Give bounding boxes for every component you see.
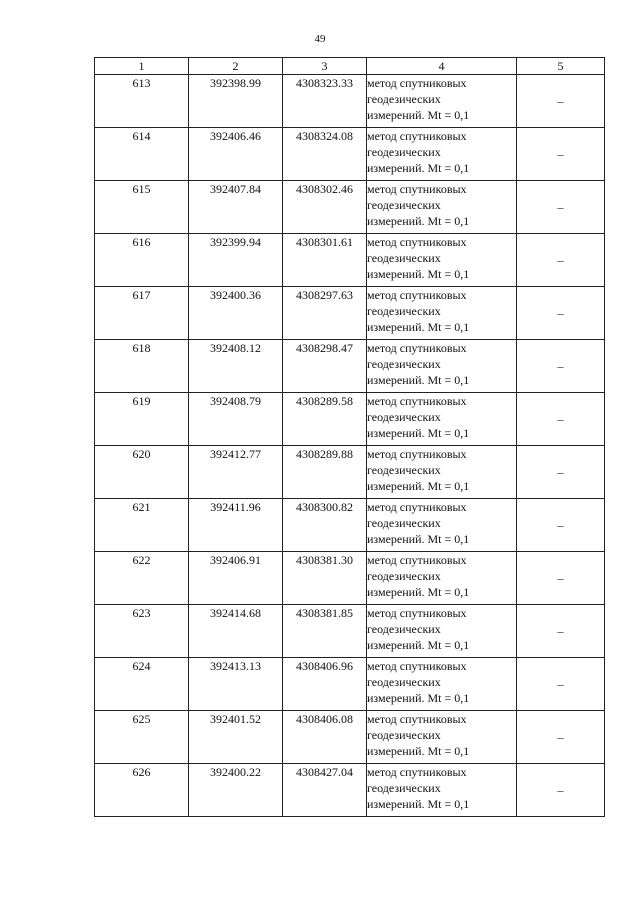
method-text-line: измерений. Mt = 0,1: [367, 691, 470, 705]
table-row: [95, 287, 605, 340]
note-cell: –: [517, 605, 605, 658]
method-cell: [367, 711, 517, 764]
note-cell: –: [517, 128, 605, 181]
method-text-line: метод спутниковых: [367, 341, 467, 355]
note-cell: –: [517, 764, 605, 817]
point-number-cell: 624: [95, 658, 189, 711]
method-text-line: геодезических: [367, 675, 441, 689]
method-text-line: геодезических: [367, 92, 441, 106]
y-coordinate-cell: 4308381.30: [283, 552, 367, 605]
note-cell: –: [517, 181, 605, 234]
method-text-line: измерений. Mt = 0,1: [367, 267, 470, 281]
note-cell: –: [517, 658, 605, 711]
method-text-line: измерений. Mt = 0,1: [367, 585, 470, 599]
point-number-cell: 622: [95, 552, 189, 605]
method-cell: [367, 658, 517, 711]
page-number: 49: [314, 33, 326, 45]
x-coordinate-cell: 392408.12: [189, 340, 283, 393]
point-number-cell: 621: [95, 499, 189, 552]
table-row: [95, 605, 605, 658]
method-text-line: геодезических: [367, 251, 441, 265]
point-number-cell: 615: [95, 181, 189, 234]
table-row: [95, 446, 605, 499]
method-cell: [367, 764, 517, 817]
header-col-4: 4: [367, 58, 517, 75]
note-cell: –: [517, 75, 605, 128]
method-cell: [367, 393, 517, 446]
method-cell: [367, 75, 517, 128]
method-cell: [367, 552, 517, 605]
method-text-line: измерений. Mt = 0,1: [367, 638, 470, 652]
note-cell: –: [517, 711, 605, 764]
method-text-line: геодезических: [367, 145, 441, 159]
method-text-line: метод спутниковых: [367, 712, 467, 726]
point-number-cell: 626: [95, 764, 189, 817]
method-text-line: геодезических: [367, 410, 441, 424]
method-text-line: метод спутниковых: [367, 765, 467, 779]
method-cell: [367, 446, 517, 499]
method-text-line: геодезических: [367, 622, 441, 636]
method-text-line: геодезических: [367, 781, 441, 795]
method-cell: [367, 234, 517, 287]
y-coordinate-cell: 4308381.85: [283, 605, 367, 658]
table-row: [95, 658, 605, 711]
table-row: [95, 181, 605, 234]
method-text-line: метод спутниковых: [367, 288, 467, 302]
y-coordinate-cell: 4308324.08: [283, 128, 367, 181]
y-coordinate-cell: 4308298.47: [283, 340, 367, 393]
table-row: [95, 711, 605, 764]
header-col-5: 5: [517, 58, 605, 75]
header-col-2: 2: [189, 58, 283, 75]
x-coordinate-cell: 392411.96: [189, 499, 283, 552]
method-text-line: измерений. Mt = 0,1: [367, 426, 470, 440]
method-text-line: измерений. Mt = 0,1: [367, 797, 470, 811]
method-text-line: метод спутниковых: [367, 76, 467, 90]
x-coordinate-cell: 392407.84: [189, 181, 283, 234]
point-number-cell: 614: [95, 128, 189, 181]
table-row: [95, 75, 605, 128]
method-text-line: метод спутниковых: [367, 447, 467, 461]
point-number-cell: 613: [95, 75, 189, 128]
table-row: [95, 234, 605, 287]
x-coordinate-cell: 392408.79: [189, 393, 283, 446]
x-coordinate-cell: 392398.99: [189, 75, 283, 128]
point-number-cell: 618: [95, 340, 189, 393]
method-cell: [367, 181, 517, 234]
point-number-cell: 616: [95, 234, 189, 287]
method-text-line: метод спутниковых: [367, 553, 467, 567]
point-number-cell: 625: [95, 711, 189, 764]
y-coordinate-cell: 4308289.88: [283, 446, 367, 499]
note-cell: –: [517, 499, 605, 552]
table-row: [95, 128, 605, 181]
method-text-line: геодезических: [367, 516, 441, 530]
point-number-cell: 620: [95, 446, 189, 499]
method-text-line: метод спутниковых: [367, 394, 467, 408]
note-cell: –: [517, 393, 605, 446]
method-cell: [367, 499, 517, 552]
method-text-line: геодезических: [367, 357, 441, 371]
y-coordinate-cell: 4308301.61: [283, 234, 367, 287]
y-coordinate-cell: 4308289.58: [283, 393, 367, 446]
x-coordinate-cell: 392400.36: [189, 287, 283, 340]
point-number-cell: 619: [95, 393, 189, 446]
table-header-row: [95, 58, 605, 75]
method-text-line: метод спутниковых: [367, 182, 467, 196]
method-text-line: измерений. Mt = 0,1: [367, 214, 470, 228]
note-cell: –: [517, 552, 605, 605]
method-text-line: геодезических: [367, 569, 441, 583]
method-text-line: измерений. Mt = 0,1: [367, 744, 470, 758]
method-text-line: измерений. Mt = 0,1: [367, 479, 470, 493]
note-cell: –: [517, 446, 605, 499]
table-row: [95, 393, 605, 446]
method-text-line: измерений. Mt = 0,1: [367, 161, 470, 175]
y-coordinate-cell: 4308406.96: [283, 658, 367, 711]
x-coordinate-cell: 392406.91: [189, 552, 283, 605]
note-cell: –: [517, 234, 605, 287]
method-text-line: геодезических: [367, 463, 441, 477]
y-coordinate-cell: 4308302.46: [283, 181, 367, 234]
y-coordinate-cell: 4308323.33: [283, 75, 367, 128]
method-cell: [367, 340, 517, 393]
method-text-line: геодезических: [367, 198, 441, 212]
method-text-line: измерений. Mt = 0,1: [367, 532, 470, 546]
method-cell: [367, 605, 517, 658]
x-coordinate-cell: 392414.68: [189, 605, 283, 658]
note-cell: –: [517, 340, 605, 393]
x-coordinate-cell: 392406.46: [189, 128, 283, 181]
method-text-line: измерений. Mt = 0,1: [367, 320, 470, 334]
point-number-cell: 617: [95, 287, 189, 340]
note-cell: –: [517, 287, 605, 340]
table-row: [95, 499, 605, 552]
x-coordinate-cell: 392399.94: [189, 234, 283, 287]
x-coordinate-cell: 392401.52: [189, 711, 283, 764]
method-cell: [367, 287, 517, 340]
point-number-cell: 623: [95, 605, 189, 658]
header-col-1: 1: [95, 58, 189, 75]
y-coordinate-cell: 4308427.04: [283, 764, 367, 817]
table-body: [95, 75, 605, 817]
x-coordinate-cell: 392413.13: [189, 658, 283, 711]
method-text-line: измерений. Mt = 0,1: [367, 373, 470, 387]
method-text-line: метод спутниковых: [367, 235, 467, 249]
y-coordinate-cell: 4308297.63: [283, 287, 367, 340]
method-text-line: измерений. Mt = 0,1: [367, 108, 470, 122]
y-coordinate-cell: 4308406.08: [283, 711, 367, 764]
table-row: [95, 552, 605, 605]
x-coordinate-cell: 392412.77: [189, 446, 283, 499]
table-row: [95, 340, 605, 393]
x-coordinate-cell: 392400.22: [189, 764, 283, 817]
method-text-line: метод спутниковых: [367, 500, 467, 514]
header-col-3: 3: [283, 58, 367, 75]
method-text-line: геодезических: [367, 304, 441, 318]
method-cell: [367, 128, 517, 181]
method-text-line: метод спутниковых: [367, 659, 467, 673]
method-text-line: геодезических: [367, 728, 441, 742]
method-text-line: метод спутниковых: [367, 606, 467, 620]
method-text-line: метод спутниковых: [367, 129, 467, 143]
y-coordinate-cell: 4308300.82: [283, 499, 367, 552]
table-row: [95, 764, 605, 817]
coordinates-table: [94, 57, 605, 817]
